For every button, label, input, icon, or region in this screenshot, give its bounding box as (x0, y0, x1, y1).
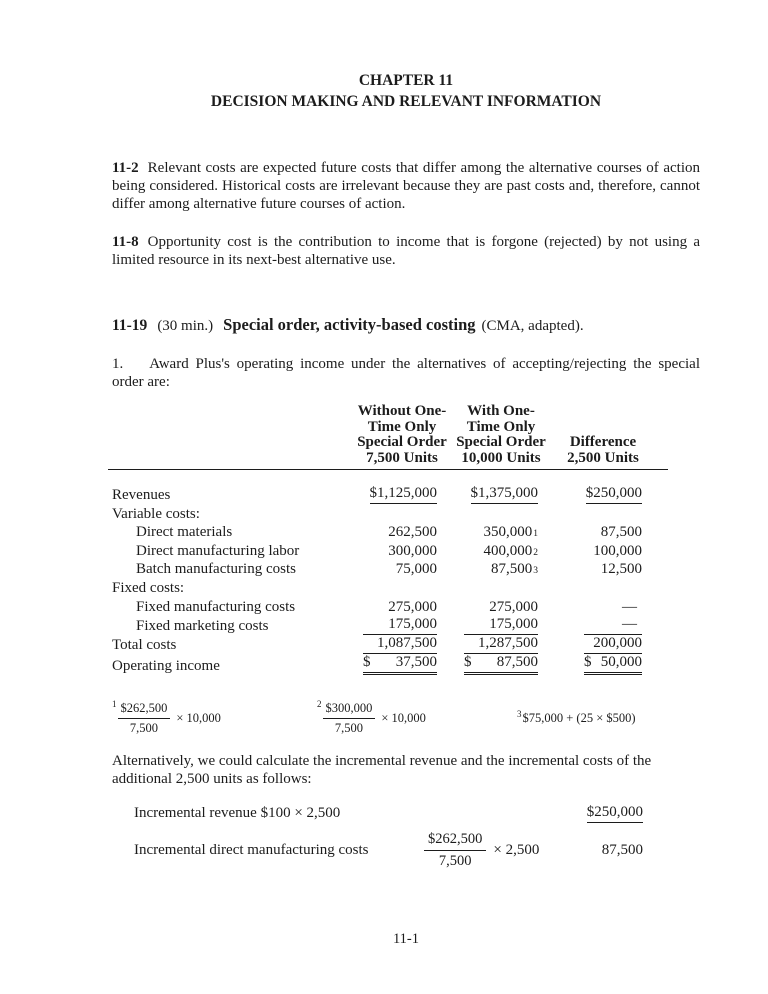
footnote: $^1$ $\frac{\$262,500}{7,500}$ × 10,000 (112, 698, 221, 735)
cell-value (489, 599, 538, 616)
cell-value (584, 616, 642, 635)
cell-value (363, 616, 437, 635)
row-label: Direct manufacturing labor (136, 542, 300, 559)
table-cell (450, 616, 552, 635)
exercise-title: Special order, activity-based costing (223, 315, 476, 334)
cell-amount: — (622, 598, 637, 615)
incremental-value (553, 804, 643, 823)
header-line: Special Order (357, 434, 447, 450)
cell-amount: 1,287,500 (478, 634, 538, 651)
cell-value (464, 616, 538, 635)
cell-value (601, 561, 642, 578)
fraction-multiplier: × 10,000 (176, 710, 221, 725)
cell-amount: 200,000 (593, 634, 642, 651)
table-cell (450, 597, 552, 616)
fraction-denominator: 7,500 (438, 852, 472, 869)
table-row (108, 523, 668, 542)
table-cell (354, 541, 450, 560)
alternative-intro-line2: additional 2,500 units as follows: (112, 770, 312, 787)
table-cell (552, 541, 668, 560)
table-cell (450, 485, 552, 504)
cell-amount: 262,500 (388, 524, 437, 541)
table-row (108, 635, 668, 654)
header-line: Difference (569, 434, 637, 450)
cell-amount: 350,000 (483, 524, 533, 541)
cell-value (471, 485, 539, 504)
cell-amount: 75,000 (395, 561, 437, 578)
table-row (108, 616, 668, 635)
table-header-row (108, 404, 668, 470)
cell-amount: 50,000 (600, 653, 642, 670)
row-label-cell (108, 485, 354, 504)
table-row (108, 560, 668, 579)
dollar-sign: $ (584, 653, 592, 670)
cell-value (396, 561, 437, 578)
table-cell (354, 578, 450, 597)
cell-amount: 175,000 (489, 615, 538, 632)
fraction-multiplier: × 10,000 (381, 710, 426, 725)
item-1-text: Award Plus's operating income under the alternatives of accepting/rejecting the special order are: (112, 356, 700, 390)
header-line: 2,500 Units (567, 449, 639, 466)
table-row (108, 578, 668, 597)
row-label: Fixed manufacturing costs (136, 598, 296, 615)
table-cell (552, 560, 668, 579)
fraction-denominator: 7,500 (334, 720, 363, 735)
fraction (323, 701, 376, 736)
table-cell (450, 523, 552, 542)
fraction (424, 831, 486, 870)
table-cell (354, 523, 450, 542)
incremental-section (112, 804, 700, 870)
table-cell (354, 504, 450, 523)
answer-11-8 (112, 233, 700, 269)
table-cell (552, 616, 668, 635)
cell-value (601, 524, 642, 541)
cell-value (464, 635, 538, 654)
cell-amount: 37,500 (395, 653, 437, 670)
alternative-intro-line1: Alternatively, we could calculate the incremental revenue and the incremental costs of the (112, 752, 652, 769)
item-1-paragraph (112, 355, 700, 391)
cell-value: 87,500 3 (491, 561, 538, 578)
table-cell (552, 523, 668, 542)
table-cell (552, 485, 668, 504)
table-cell (450, 541, 552, 560)
exercise-source: (CMA, adapted). (481, 318, 584, 334)
table-column-header (354, 404, 450, 470)
footnote: $^2$ $\frac{\$300,000}{7,500}$ × 10,000 (317, 698, 426, 735)
table-cell (450, 578, 552, 597)
row-label-cell (108, 523, 354, 542)
cell-amount: 87,500 (491, 561, 533, 578)
table-column-header (450, 404, 552, 470)
answer-11-2 (112, 159, 700, 213)
fraction (118, 701, 171, 736)
incremental-label: Incremental revenue $100 × 2,500 (134, 805, 341, 822)
chapter-title-line2: DECISION MAKING AND RELEVANT INFORMATION (210, 93, 602, 110)
incremental-amount: 87,500 (601, 841, 643, 858)
page-footer: 11-1 (392, 931, 420, 947)
table-cell (354, 654, 450, 675)
row-label-cell (108, 504, 354, 523)
cell-amount: 100,000 (593, 542, 642, 559)
question-number-11-2: 11-2 (112, 160, 139, 176)
row-label: Total costs (112, 636, 177, 653)
fraction-multiplier: × 2,500 (493, 841, 540, 858)
cell-amount: $250,000 (585, 485, 642, 501)
row-label: Variable costs: (112, 505, 200, 522)
exercise-number: 11-19 (112, 317, 148, 334)
spacer-cell (108, 470, 668, 486)
cell-value (388, 599, 437, 616)
operating-income-table (108, 404, 668, 675)
table-cell (450, 654, 552, 675)
table-row (108, 485, 668, 504)
cell-amount: 87,500 (496, 653, 538, 670)
table-cell (354, 560, 450, 579)
table-cell (552, 654, 668, 675)
cell-value (370, 485, 438, 504)
incremental-amount: $250,000 (587, 804, 643, 823)
cell-amount: — (622, 615, 637, 632)
cell-value (593, 543, 642, 560)
table-header-empty (108, 404, 354, 470)
cell-amount: 175,000 (388, 615, 437, 632)
header-line: Time Only (466, 418, 536, 435)
header-line: 10,000 Units (461, 449, 541, 466)
cell-value (622, 599, 642, 616)
alternative-intro (112, 752, 700, 788)
table-cell (354, 635, 450, 654)
cell-amount: 87,500 (600, 524, 642, 541)
table-cell (354, 485, 450, 504)
header-line: Special Order (456, 434, 546, 450)
footnote-text: $75,000 + (25 × $500) (522, 710, 636, 725)
cell-amount: 300,000 (388, 542, 437, 559)
table-cell (354, 616, 450, 635)
header-line: 7,500 Units (366, 449, 438, 466)
row-label: Batch manufacturing costs (136, 561, 296, 578)
row-label-cell (108, 616, 354, 635)
table-cell (450, 635, 552, 654)
header-line: Time Only (367, 418, 437, 435)
cell-value: 350,000 1 (483, 524, 538, 541)
item-1-number: 1. (112, 356, 124, 372)
dollar-sign: $ (464, 653, 472, 670)
fraction-numerator: $262,500 (118, 701, 171, 719)
chapter-title-line1: CHAPTER 11 (358, 72, 454, 89)
incremental-value (553, 842, 643, 859)
cell-value (388, 543, 437, 560)
cell-value (363, 654, 437, 675)
table-cell (354, 597, 450, 616)
cell-amount: 12,500 (600, 561, 642, 578)
row-label-cell (108, 597, 354, 616)
header-line: With One- (467, 403, 535, 419)
exercise-heading (112, 315, 700, 335)
dollar-sign: $ (363, 653, 371, 670)
row-label-cell (108, 541, 354, 560)
table-cell (450, 504, 552, 523)
table-cell (552, 635, 668, 654)
table-cell (450, 560, 552, 579)
row-label: Fixed marketing costs (136, 617, 269, 634)
answer-11-8-text: Opportunity cost is the contribution to income that is forgone (rejected) by not using a limited resource in its next-best alternative use. (112, 234, 700, 268)
row-label: Fixed costs: (112, 579, 185, 596)
table-column-header (552, 404, 668, 470)
cell-value: 400,000 2 (483, 542, 538, 559)
question-number-11-8: 11-8 (112, 234, 139, 250)
footnote: $^3$ $75,000 + (25 × $500) (517, 709, 636, 725)
answer-11-2-text: Relevant costs are expected future costs that differ among the alternative courses of action being considered. Historical costs are irrelevant because they are past costs and, therefore, cannot differ among alternative future courses of action. (112, 160, 700, 212)
table-row (108, 541, 668, 560)
table-cell (552, 578, 668, 597)
row-label: Direct materials (136, 524, 233, 541)
header-line: Without One- (357, 403, 447, 419)
exercise-time: (30 min.) (157, 318, 214, 334)
incremental-formula (412, 831, 553, 870)
row-label-cell (108, 578, 354, 597)
row-label-cell (108, 654, 354, 675)
cell-amount: 275,000 (489, 598, 538, 615)
cell-value (388, 524, 437, 541)
table-row (108, 504, 668, 523)
cell-amount: 400,000 (483, 542, 533, 559)
cell-value (363, 635, 437, 654)
cell-amount: $1,375,000 (470, 485, 538, 501)
fraction-numerator: $300,000 (323, 701, 376, 719)
table-row (108, 654, 668, 675)
row-label-cell (108, 560, 354, 579)
cell-amount: 1,087,500 (377, 634, 437, 651)
cell-amount: 275,000 (388, 598, 437, 615)
table-footnotes (112, 698, 700, 736)
incremental-row (112, 804, 643, 824)
row-label: Revenues (112, 487, 171, 503)
table-row (108, 597, 668, 616)
row-label-cell (108, 635, 354, 654)
cell-value (584, 635, 642, 654)
table-cell (552, 504, 668, 523)
cell-value (464, 654, 538, 675)
incremental-row (112, 831, 643, 870)
spacer-row (108, 470, 668, 486)
cell-value (584, 654, 642, 675)
fraction-numerator: $262,500 (424, 831, 486, 851)
fraction-denominator: 7,500 (129, 720, 158, 735)
incremental-label: Incremental direct manufacturing costs (134, 841, 369, 858)
table-cell (552, 597, 668, 616)
cell-value (586, 485, 642, 504)
cell-amount: $1,125,000 (369, 485, 437, 501)
row-label: Operating income (112, 657, 220, 674)
